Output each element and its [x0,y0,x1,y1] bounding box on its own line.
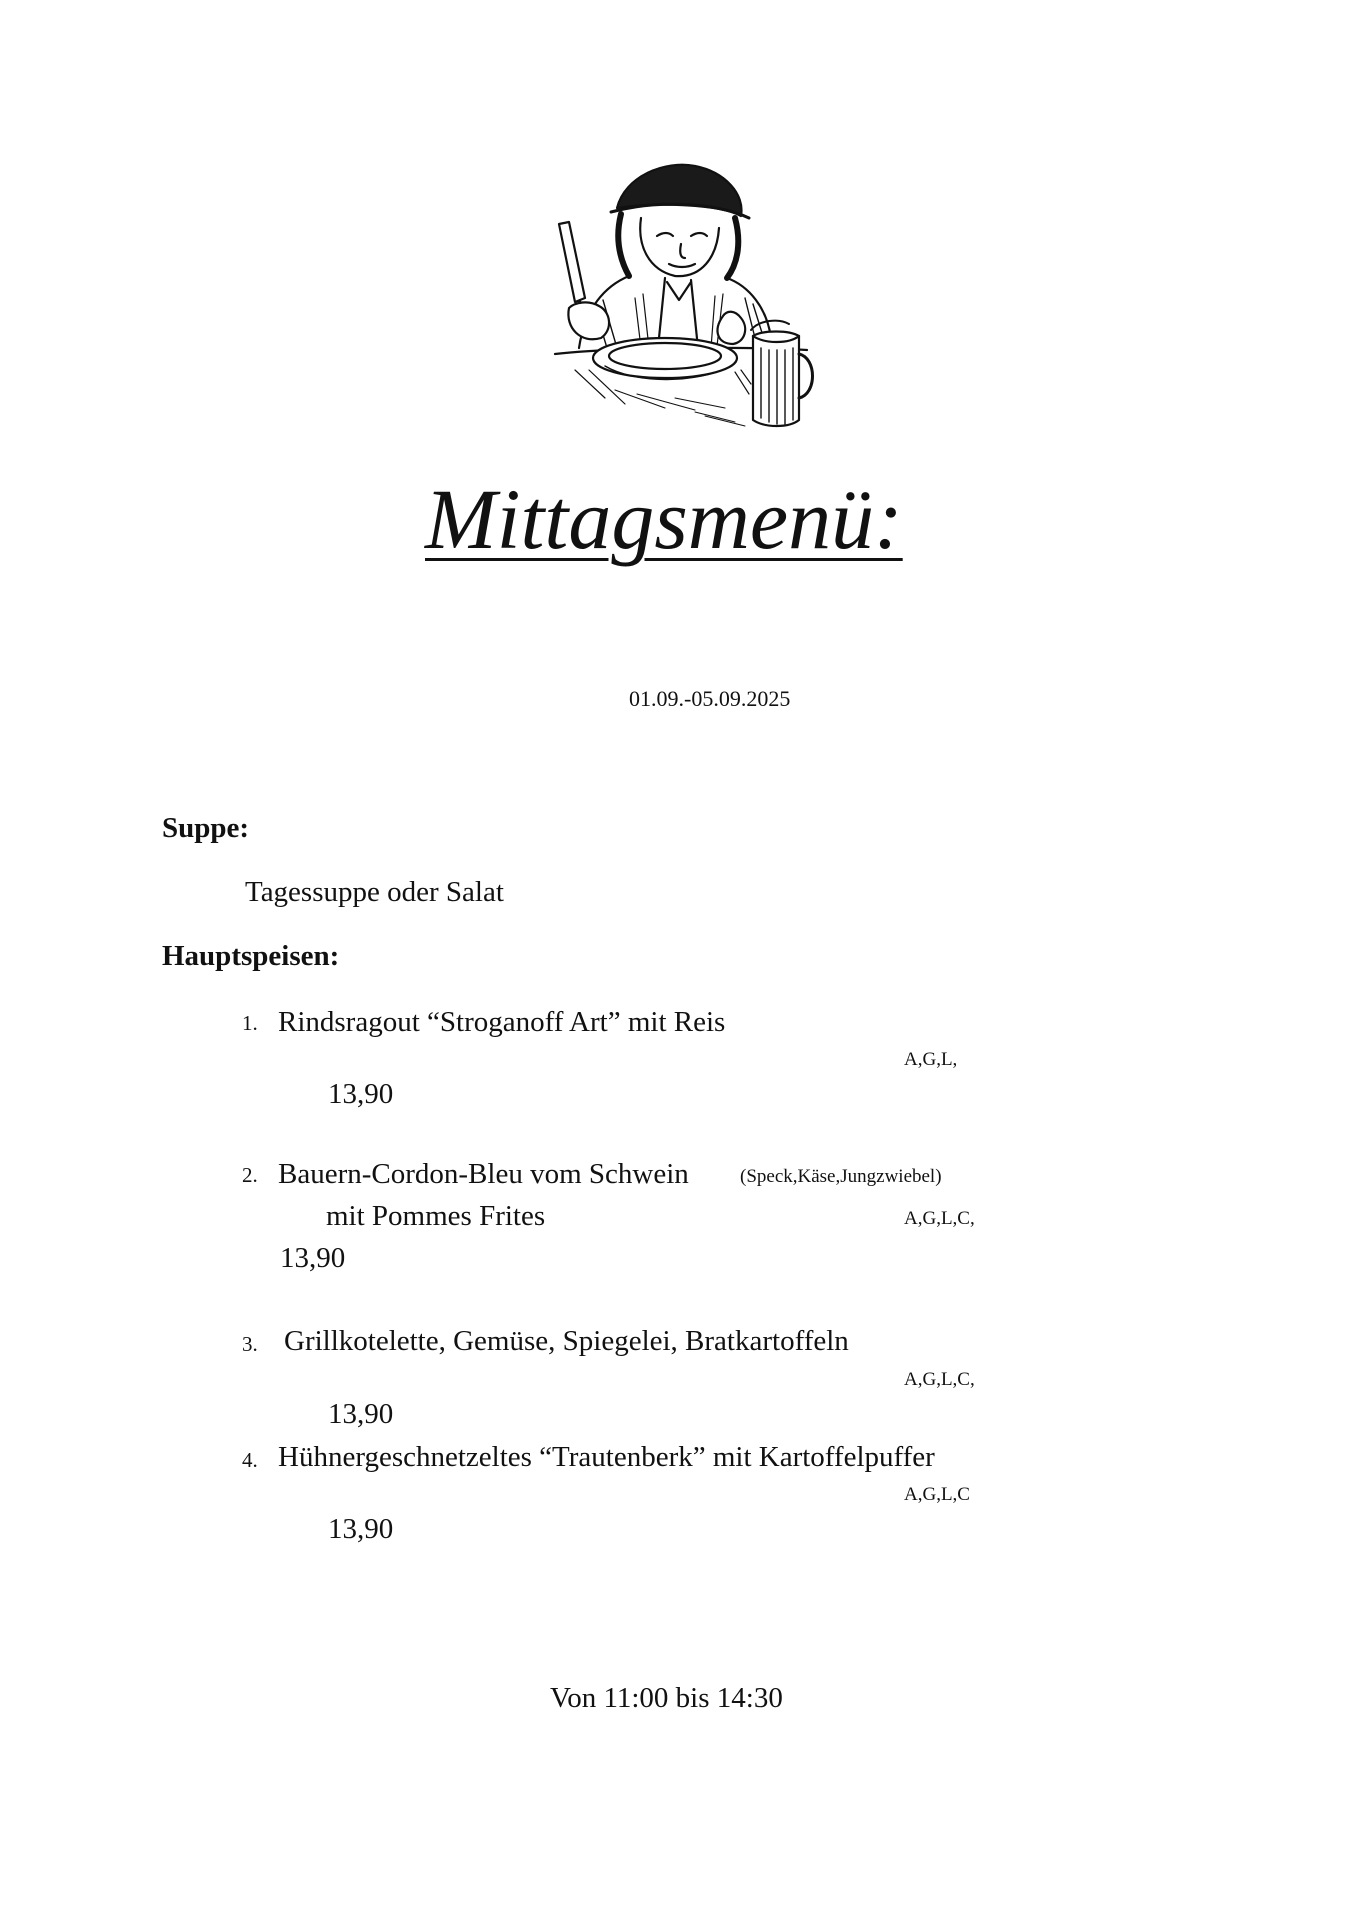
item-2-price: 13,90 [280,1242,346,1274]
item-2-side: mit Pommes Frites [326,1200,546,1232]
opening-hours: Von 11:00 bis 14:30 [550,1682,783,1714]
page-title: Mittagsmenü: [425,471,903,567]
item-1-allergens: A,G,L, [904,1049,958,1070]
item-4-allergens: A,G,L,C [904,1484,970,1505]
item-2-name: Bauern-Cordon-Bleu vom Schwein [278,1158,689,1190]
item-1-number: 1. [242,1011,258,1035]
item-2-allergens: A,G,L,C, [904,1208,975,1229]
man-eating-illustration-icon [545,158,815,433]
item-3-number: 3. [242,1332,258,1356]
date-range: 01.09.-05.09.2025 [629,686,791,711]
item-3-price: 13,90 [328,1398,394,1430]
item-1-price: 13,90 [328,1078,394,1110]
soup-heading: Suppe: [162,812,250,844]
item-2-note: (Speck,Käse,Jungzwiebel) [740,1166,942,1187]
item-1-name: Rindsragout “Stroganoff Art” mit Reis [278,1006,726,1038]
item-4-number: 4. [242,1448,258,1472]
item-4-price: 13,90 [328,1513,394,1545]
soup-item: Tagessuppe oder Salat [245,876,504,908]
item-3-allergens: A,G,L,C, [904,1369,975,1390]
item-3-name: Grillkotelette, Gemüse, Spiegelei, Bratkartoffeln [284,1325,849,1357]
mains-heading: Hauptspeisen: [162,940,340,972]
item-4-name: Hühnergeschnetzeltes “Trautenberk” mit Kartoffelpuffer [278,1441,935,1473]
item-2-number: 2. [242,1163,258,1187]
